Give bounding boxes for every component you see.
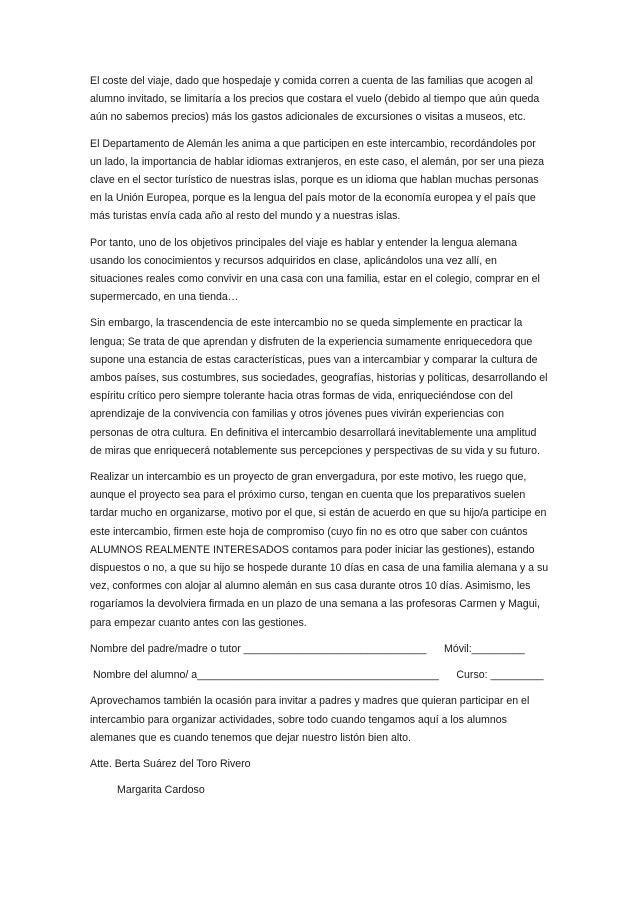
paragraph-commitment: Realizar un intercambio es un proyecto de gran envergadura, por este motivo, les ruego que, aunque el proyecto sea para el próximo curso, tengan en cuenta que los preparativos suelen tardar mucho en organizarse, motivo por el que, si están de acuerdo en que su hijo/a participe en este intercambio, firmen este hoja de compromiso (cuyo fin no es otro que saber con cuántos ALUMNOS REALMENTE INTERESADOS contamos para poder iniciar las gestiones), estando dispuestos o no, a que su hijo se hospede durante 10 días en casa de una familia alemana y a su vez, conformes con alojar al alumno alemán en sus casa durante otros 10 días. Asimismo, les rogaríamos la devolviera firmada en un plazo de una semana a las profesoras Carmen y Magui, para empezar cuanto antes con las gestiones.	[90, 471, 549, 629]
paragraph-significance: Sin embargo, la trascendencia de este intercambio no se queda simplemente en practicar la lengua; Se trata de que aprendan y disfruten de la experiencia sumamente enriquecedora que supone una estancia de estas características, pues van a intercambiar y comparar la cultura de ambos países, sus costumbres, sus sociedades, geografías, historias y políticas, desarrollando el espíritu crítico pero siempre tolerante hacia otras formas de vida, enriqueciéndose con del aprendizaje de la convivencia con familias y otros jóvenes pues vivirán experiencias con personas de otra cultura. En definitiva el intercambio desarrollará inevitablemente una amplitud de miras que enriquecerá notablemente sus percepciones y perspectivas de su vida y su futuro.	[90, 317, 548, 457]
student-name-field: Nombre del alumno/ a_________________________________________ Curso: _________	[90, 669, 544, 682]
paragraph-objectives: Por tanto, uno de los objetivos principales del viaje es hablar y entender la lengua alemana usando los conocimientos y recursos adquiridos en clase, aplicándolos una vez allí, en situaciones reales como convivir en una casa con una familia, estar en el colegio, comprar en el supermercado, en una tienda…	[90, 236, 540, 304]
signature-line-2: Margarita Cardoso	[117, 784, 205, 797]
signature-line-1: Atte. Berta Suárez del Toro Rivero	[90, 757, 251, 770]
paragraph-trip-cost: El coste del viaje, dado que hospedaje y comida corren a cuenta de las familias que acogen al alumno invitado, se limitaría a los precios que costara el vuelo (debido al tiempo que aún queda aún no sabemos precios) más los gastos adicionales de excursiones o visitas a museos, etc.	[90, 75, 540, 124]
paragraph-closing: Aprovechamos también la ocasión para invitar a padres y madres que quieran participar en el intercambio para organizar actividades, sobre todo cuando tengamos aquí a los alumnos alemanes que es cuando tenemos que dejar nuestro listón bien alto.	[90, 695, 530, 744]
letter-document	[90, 72, 550, 799]
paragraph-german-department: El Departamento de Alemán les anima a que participen en este intercambio, recordándoles por un lado, la importancia de hablar idiomas extranjeros, en este caso, el alemán, por ser una pieza clave en el sector turístico de nuestras islas, porque es un idioma que hablan muchas personas en la Unión Europea, porque es la lengua del país motor de la economía europea y el país que más turistas envía cada año al resto del mundo y a nuestras islas.	[90, 137, 545, 223]
parent-name-field: Nombre del padre/madre o tutor _______________________________ Móvil:_________	[90, 642, 525, 655]
